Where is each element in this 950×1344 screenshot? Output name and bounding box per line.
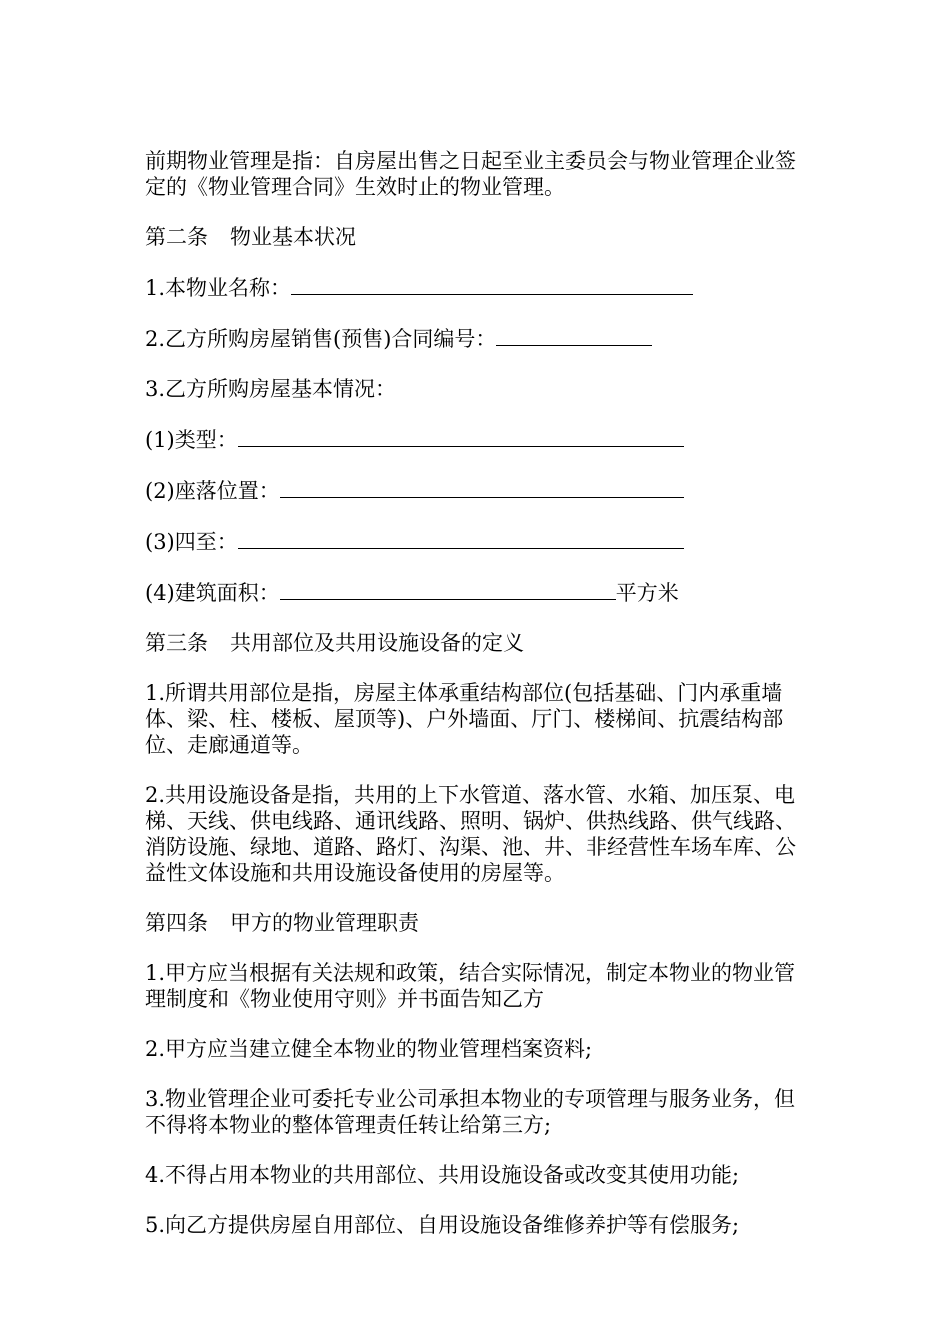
article-2-title: 物业基本状况 [230,225,356,249]
location-label: (2)座落位置： [145,479,280,503]
type-label: (1)类型： [145,428,238,452]
article-4-paragraph-1: 1.甲方应当根据有关法规和政策，结合实际情况，制定本物业的物业管理制度和《物业使用守则》并书面告知乙方 [145,961,796,1011]
article-4-heading [145,910,815,936]
article-2-heading [145,224,815,250]
article-3-title: 共用部位及共用设施设备的定义 [230,631,524,655]
area-label: (4)建筑面积： [145,581,280,605]
type-blank[interactable] [238,426,684,447]
contract-number-label: 2.乙方所购房屋销售(预售)合同编号： [145,327,497,351]
article-4-paragraph-4: 4.不得占用本物业的共用部位、共用设施设备或改变其使用功能; [145,1163,740,1187]
contract-number-blank[interactable] [496,325,652,346]
boundaries-label: (3)四至： [145,530,238,554]
area-unit: 平方米 [615,581,679,605]
property-name-label: 1.本物业名称： [145,276,292,300]
type-field [145,426,815,453]
property-name-blank[interactable] [291,274,693,295]
contract-number-field [145,325,815,352]
house-info-heading [145,376,815,402]
boundaries-field [145,528,815,555]
article-4-number: 第四条 [145,911,208,935]
article-3-paragraph-1: 1.所谓共用部位是指，房屋主体承重结构部位(包括基础、门内承重墙体、梁、柱、楼板、屋顶等)、户外墙面、厅门、楼梯间、抗震结构部位、走廊通道等。 [145,681,784,757]
article-2-number: 第二条 [145,225,208,249]
property-name-field [145,274,815,301]
document-page [145,148,815,1262]
boundaries-blank[interactable] [238,528,684,549]
article-4-paragraph-5: 5.向乙方提供房屋自用部位、自用设施设备维修养护等有偿服务; [145,1213,740,1237]
article-4-title: 甲方的物业管理职责 [230,911,419,935]
house-info-label: 3.乙方所购房屋基本情况： [145,377,397,401]
article-3-paragraph-2: 2.共用设施设备是指，共用的上下水管道、落水管、水箱、加压泵、电梯、天线、供电线路、通讯线路、照明、锅炉、供热线路、供气线路、消防设施、绿地、道路、路灯、沟渠、池、井、非经营性车场车库、公益性文体设施和共用设施设备使用的房屋等。 [145,783,796,885]
article-4-paragraph-2: 2.甲方应当建立健全本物业的物业管理档案资料; [145,1037,593,1061]
location-field [145,477,815,504]
area-field [145,579,815,606]
article-4-paragraph-3: 3.物业管理企业可委托专业公司承担本物业的专项管理与服务业务，但不得将本物业的整体管理责任转让给第三方; [145,1087,796,1137]
article-3-number: 第三条 [145,631,208,655]
area-blank[interactable] [280,579,616,600]
intro-paragraph: 前期物业管理是指：自房屋出售之日起至业主委员会与物业管理企业签定的《物业管理合同》生效时止的物业管理。 [145,149,796,199]
location-blank[interactable] [280,477,684,498]
article-3-heading [145,630,815,656]
